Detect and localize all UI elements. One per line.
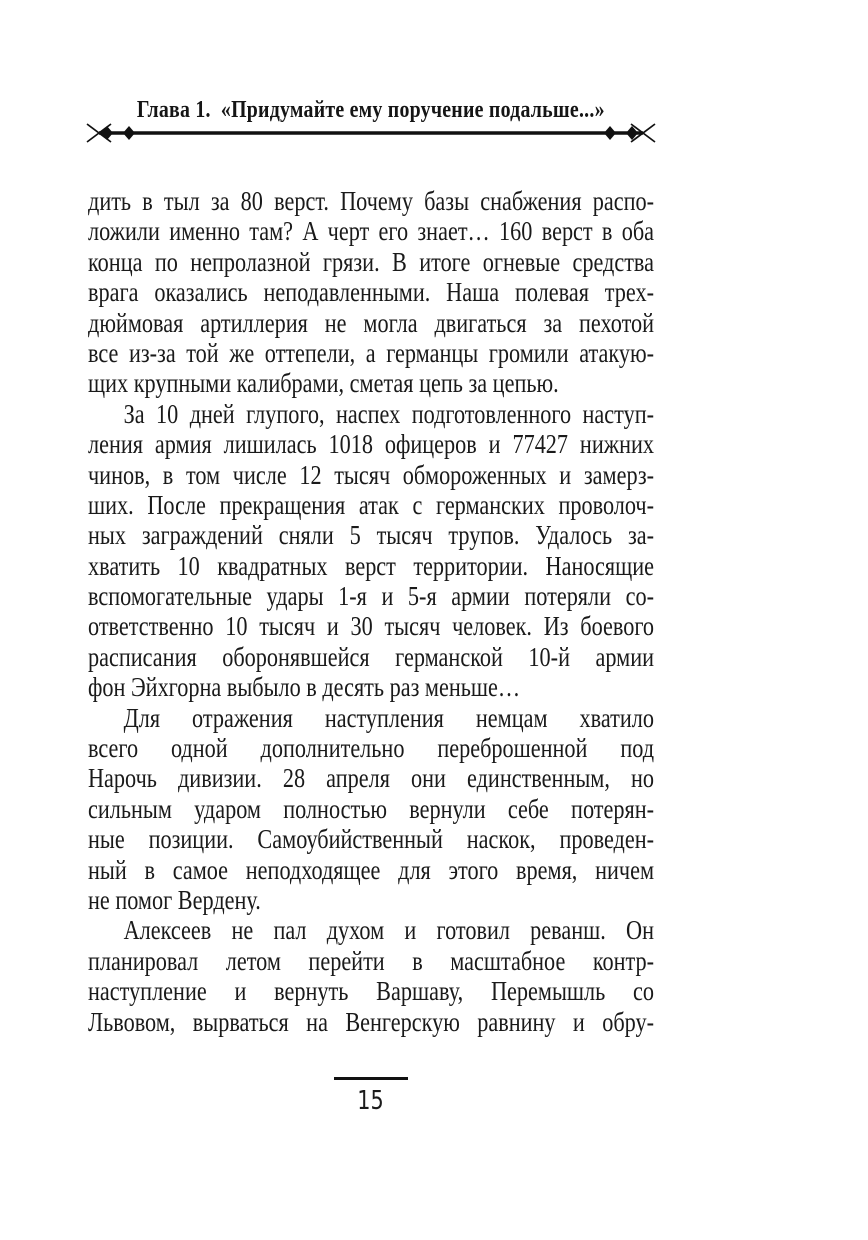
text-line: ложили именно там? А черт его знает… 160 верст в оба bbox=[88, 216, 655, 247]
text-line: дюймовая артиллерия не могла двигаться за пехотой bbox=[88, 307, 655, 338]
text-line: Львовом, вырваться на Венгерскую равнину и обру- bbox=[88, 1006, 655, 1037]
text-line: ные позиции. Самоубийственный наскок, проведен- bbox=[88, 824, 655, 855]
text-line: ших. После прекращения атак с германских проволоч- bbox=[88, 489, 655, 520]
chapter-divider-ornament bbox=[86, 121, 656, 145]
text-line: ответственно 10 тысяч и 30 тысяч человек. Из боевого bbox=[88, 611, 655, 642]
text-line: всего одной дополнительно переброшенной под bbox=[88, 733, 655, 764]
text-line: ных заграждений сняли 5 тысяч трупов. Удалось за- bbox=[88, 520, 655, 551]
text-line: Нарочь дивизии. 28 апреля они единственным, но bbox=[88, 763, 655, 794]
text-line: фон Эйхгорна выбыло в десять раз меньше… bbox=[88, 672, 521, 703]
text-line: расписания оборонявшейся германской 10-й армии bbox=[88, 641, 655, 672]
text-line: врага оказались неподавленными. Наша полевая трех- bbox=[88, 277, 655, 308]
text-line: ления армия лишилась 1018 офицеров и 77427 нижних bbox=[88, 429, 655, 460]
text-line: вспомогательные удары 1-я и 5-я армии потеряли со- bbox=[88, 581, 655, 612]
page-footer bbox=[88, 1077, 654, 1115]
text-line: Для отражения наступления немцам хватило bbox=[123, 702, 655, 733]
page-number-row bbox=[88, 1087, 654, 1115]
text-line: За 10 дней глупого, наспех подготовленного наступ- bbox=[123, 398, 655, 429]
footer-rule bbox=[334, 1077, 408, 1080]
text-line: конца по непролазной грязи. В итоге огневые средства bbox=[88, 246, 655, 277]
text-line: планировал летом перейти в масштабное контр- bbox=[88, 945, 655, 976]
text-line: Алексеев не пал духом и готовил реванш. Он bbox=[123, 915, 655, 946]
text-line: наступление и вернуть Варшаву, Перемышль со bbox=[88, 976, 655, 1007]
text-line: ный в самое неподходящее для этого время, ничем bbox=[88, 854, 655, 885]
text-line: дить в тыл за 80 верст. Почему базы снабжения распо- bbox=[88, 186, 655, 216]
page-number: 15 bbox=[357, 1086, 385, 1116]
text-line: хватить 10 квадратных верст территории. Наносящие bbox=[88, 550, 655, 581]
body-text bbox=[88, 186, 654, 1037]
text-line: все из-за той же оттепели, а германцы громили атакую- bbox=[88, 337, 655, 368]
chapter-title: Глава 1. «Придумайте ему поручение подальше...» bbox=[137, 96, 605, 123]
text-line: сильным ударом полностью вернули себе потерян- bbox=[88, 793, 655, 824]
text-line: щих крупными калибрами, сметая цепь за цепью. bbox=[88, 368, 559, 399]
text-line: не помог Вердену. bbox=[88, 884, 261, 915]
text-line: чинов, в том числе 12 тысяч обмороженных и замерз- bbox=[88, 459, 655, 490]
